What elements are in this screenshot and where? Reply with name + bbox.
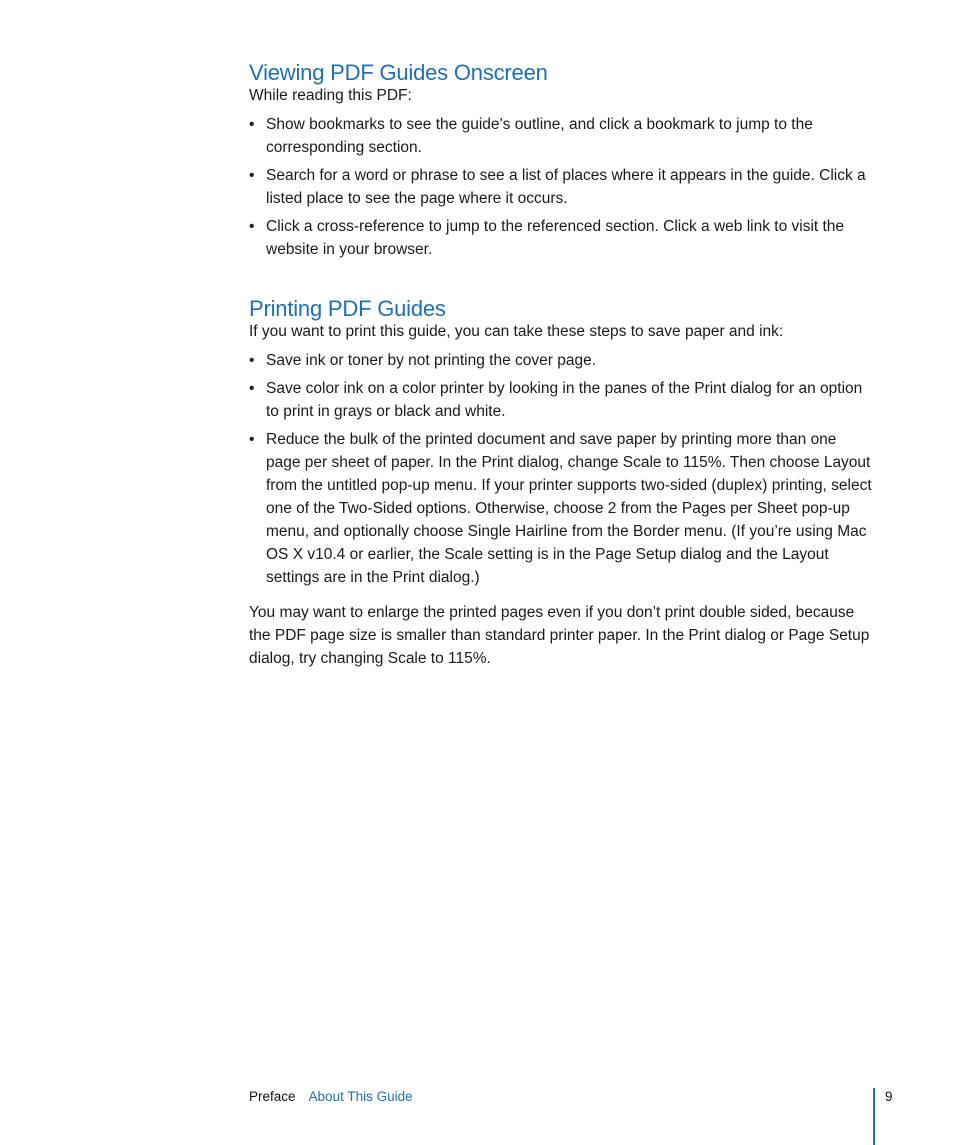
footer-divider [873, 1088, 875, 1145]
list-item-text: Save ink or toner by not printing the cover page. [266, 352, 597, 369]
bullet-marker: • [249, 352, 255, 369]
list-item [249, 349, 874, 372]
bullet-marker: • [249, 167, 255, 184]
bullet-marker: • [249, 218, 255, 235]
section-heading-viewing: Viewing PDF Guides Onscreen [249, 60, 548, 85]
list-item [249, 377, 874, 423]
bullet-list-viewing [249, 113, 874, 261]
list-item [249, 215, 874, 261]
list-item [249, 428, 874, 589]
footer-chapter-link[interactable]: About This Guide [308, 1089, 413, 1104]
list-item-text: Save color ink on a color printer by looking in the panes of the Print dialog for an option to print in grays or black and white. [266, 380, 863, 420]
footer-preface-label: Preface [249, 1089, 296, 1104]
list-item-text: Search for a word or phrase to see a list of places where it appears in the guide. Click a listed place to see the page where it occurs. [266, 167, 866, 207]
list-item-text: Show bookmarks to see the guide’s outline, and click a bookmark to jump to the corresponding section. [266, 116, 813, 156]
list-item-text: Reduce the bulk of the printed document and save paper by printing more than one page per sheet of paper. In the Print dialog, change Scale to 115%. Then choose Layout from the untitled pop-up menu. If your printer supports two-sided (duplex) printing, select one of the Two-Sided options. Otherwise, choose 2 from the Pages per Sheet pop-up menu, and optionally choose Single Hairline from the Border menu. (If you’re using Mac OS X v10.4 or earlier, the Scale setting is in the Page Setup dialog and the Layout settings are in the Print dialog.) [266, 431, 872, 586]
page-footer [249, 1087, 413, 1107]
bullet-list-printing [249, 349, 874, 589]
closing-paragraph: You may want to enlarge the printed pages even if you don’t print double sided, because the PDF page size is smaller than standard printer paper. In the Print dialog or Page Setup dialog, try changing Scale to 115%. [249, 604, 870, 667]
bullet-marker: • [249, 116, 255, 133]
bullet-marker: • [249, 380, 255, 397]
section-intro-printing: If you want to print this guide, you can take these steps to save paper and ink: [249, 323, 784, 340]
list-item [249, 164, 874, 210]
section-intro-viewing: While reading this PDF: [249, 87, 412, 104]
section-heading-printing: Printing PDF Guides [249, 296, 446, 321]
page-number: 9 [885, 1089, 893, 1104]
list-item [249, 113, 874, 159]
page-content [249, 58, 874, 670]
list-item-text: Click a cross-reference to jump to the referenced section. Click a web link to visit the website in your browser. [266, 218, 845, 258]
bullet-marker: • [249, 431, 255, 448]
